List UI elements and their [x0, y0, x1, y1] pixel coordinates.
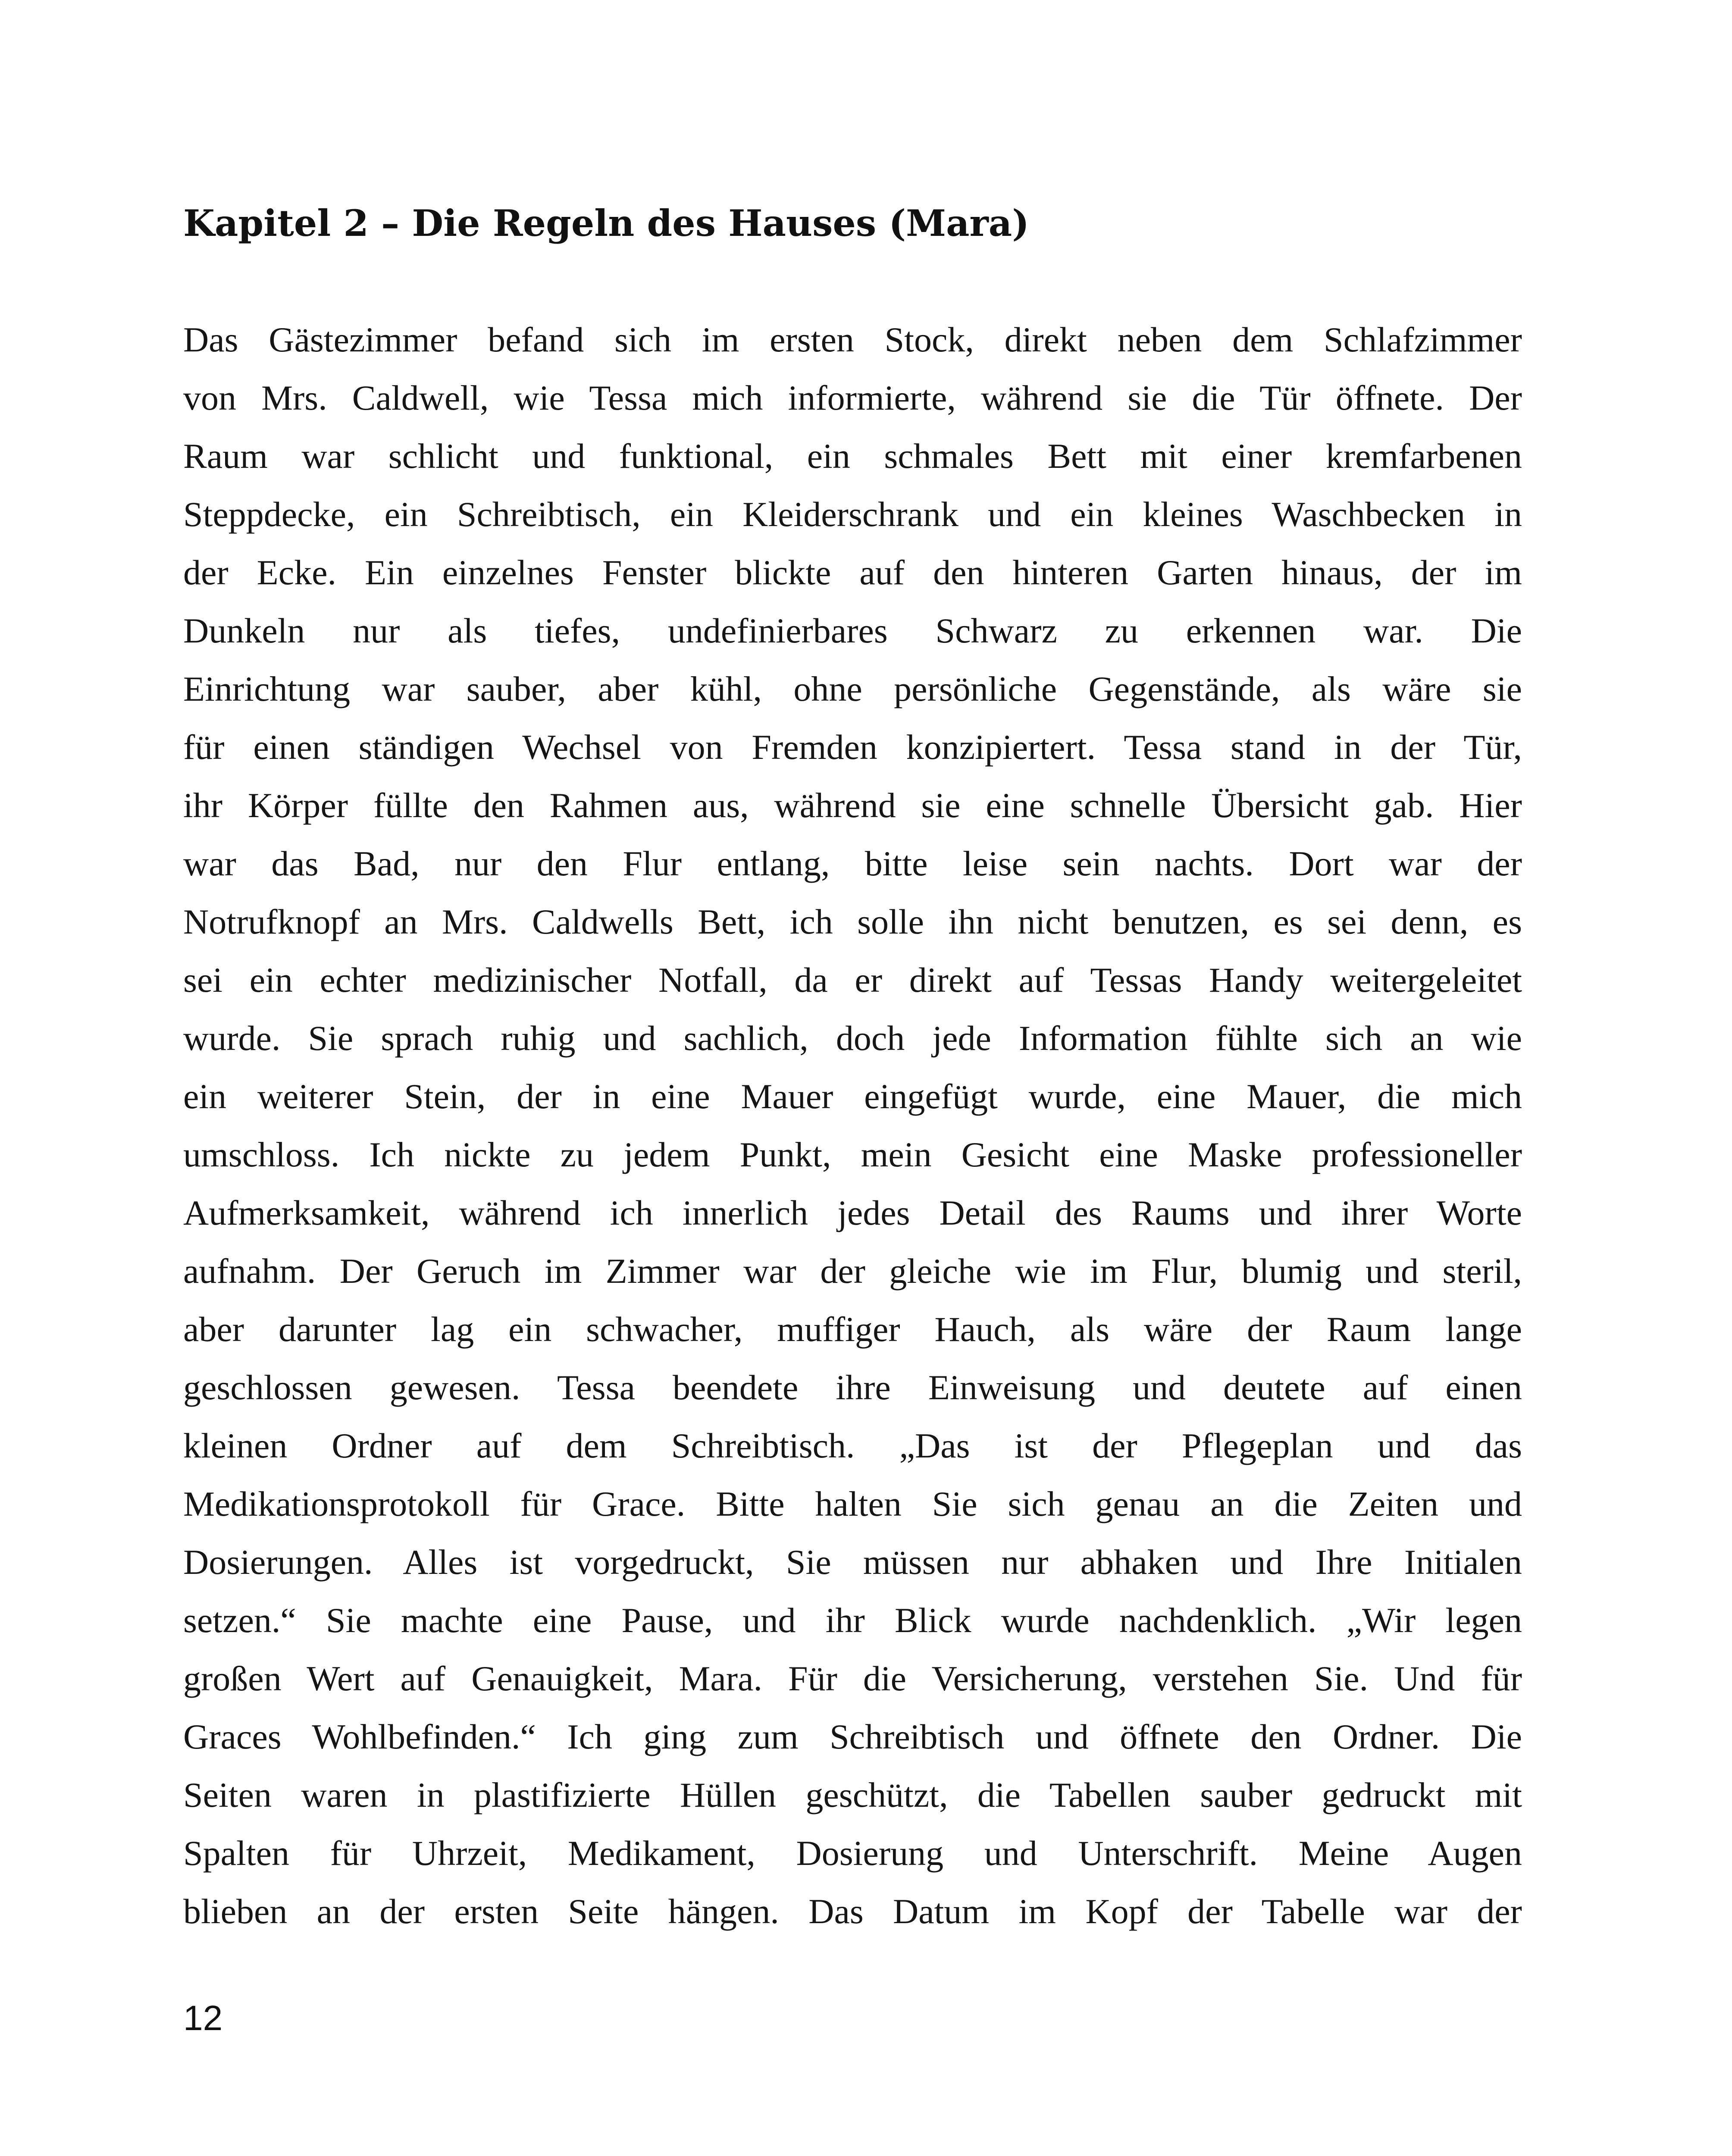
- text-line: großen Wert auf Genauigkeit, Mara. Für die Versicherung, verstehen Sie. Und für: [183, 1659, 1522, 1698]
- text-line: von Mrs. Caldwell, wie Tessa mich informierte, während sie die Tür öffnete. Der: [183, 378, 1522, 417]
- text-line: Medikationsprotokoll für Grace. Bitte halten Sie sich genau an die Zeiten und: [183, 1484, 1522, 1523]
- text-line: Das Gästezimmer befand sich im ersten Stock, direkt neben dem Schlafzimmer: [183, 320, 1522, 359]
- text-line: ihr Körper füllte den Rahmen aus, während sie eine schnelle Übersicht gab. Hier: [183, 786, 1522, 825]
- text-line: Graces Wohlbefinden.“ Ich ging zum Schreibtisch und öffnete den Ordner. Die: [183, 1717, 1522, 1756]
- text-line: Einrichtung war sauber, aber kühl, ohne persönliche Gegenstände, als wäre sie: [183, 669, 1522, 708]
- text-line: der Ecke. Ein einzelnes Fenster blickte auf den hinteren Garten hinaus, der im: [183, 553, 1522, 592]
- text-line: Seiten waren in plastifizierte Hüllen geschützt, die Tabellen sauber gedruckt mit: [183, 1775, 1522, 1814]
- text-line: für einen ständigen Wechsel von Fremden konzipiertert. Tessa stand in der Tür,: [183, 727, 1522, 767]
- text-line: Dunkeln nur als tiefes, undefinierbares Schwarz zu erkennen war. Die: [183, 611, 1522, 650]
- text-line: blieben an der ersten Seite hängen. Das Datum im Kopf der Tabelle war der: [183, 1892, 1522, 1931]
- text-line: Steppdecke, ein Schreibtisch, ein Kleiderschrank und ein kleines Waschbecken in: [183, 495, 1522, 534]
- text-line: setzen.“ Sie machte eine Pause, und ihr Blick wurde nachdenklich. „Wir legen: [183, 1601, 1522, 1640]
- text-line: war das Bad, nur den Flur entlang, bitte leise sein nachts. Dort war der: [183, 844, 1522, 883]
- text-line: sei ein echter medizinischer Notfall, da er direkt auf Tessas Handy weitergeleitet: [183, 960, 1522, 1000]
- text-line: Notrufknopf an Mrs. Caldwells Bett, ich solle ihn nicht benutzen, es sei denn, es: [183, 902, 1522, 941]
- text-line: aber darunter lag ein schwacher, muffiger Hauch, als wäre der Raum lange: [183, 1310, 1522, 1349]
- text-line: wurde. Sie sprach ruhig und sachlich, doch jede Information fühlte sich an wie: [183, 1018, 1522, 1058]
- text-line: aufnahm. Der Geruch im Zimmer war der gleiche wie im Flur, blumig und steril,: [183, 1251, 1522, 1291]
- text-line: umschloss. Ich nickte zu jedem Punkt, mein Gesicht eine Maske professioneller: [183, 1135, 1522, 1174]
- body-paragraph: [183, 310, 1522, 1940]
- text-line: kleinen Ordner auf dem Schreibtisch. „Das ist der Pflegeplan und das: [183, 1426, 1522, 1465]
- page-number: 12: [183, 1999, 223, 2038]
- chapter-title: Kapitel 2 – Die Regeln des Hauses (Mara): [183, 202, 1029, 244]
- text-line: geschlossen gewesen. Tessa beendete ihre Einweisung und deutete auf einen: [183, 1368, 1522, 1407]
- text-line: Aufmerksamkeit, während ich innerlich jedes Detail des Raums und ihrer Worte: [183, 1193, 1522, 1232]
- text-line: ein weiterer Stein, der in eine Mauer eingefügt wurde, eine Mauer, die mich: [183, 1077, 1522, 1116]
- text-line: Spalten für Uhrzeit, Medikament, Dosierung und Unterschrift. Meine Augen: [183, 1833, 1522, 1873]
- text-line: Dosierungen. Alles ist vorgedruckt, Sie müssen nur abhaken und Ihre Initialen: [183, 1542, 1522, 1582]
- text-line: Raum war schlicht und funktional, ein schmales Bett mit einer kremfarbenen: [183, 436, 1522, 476]
